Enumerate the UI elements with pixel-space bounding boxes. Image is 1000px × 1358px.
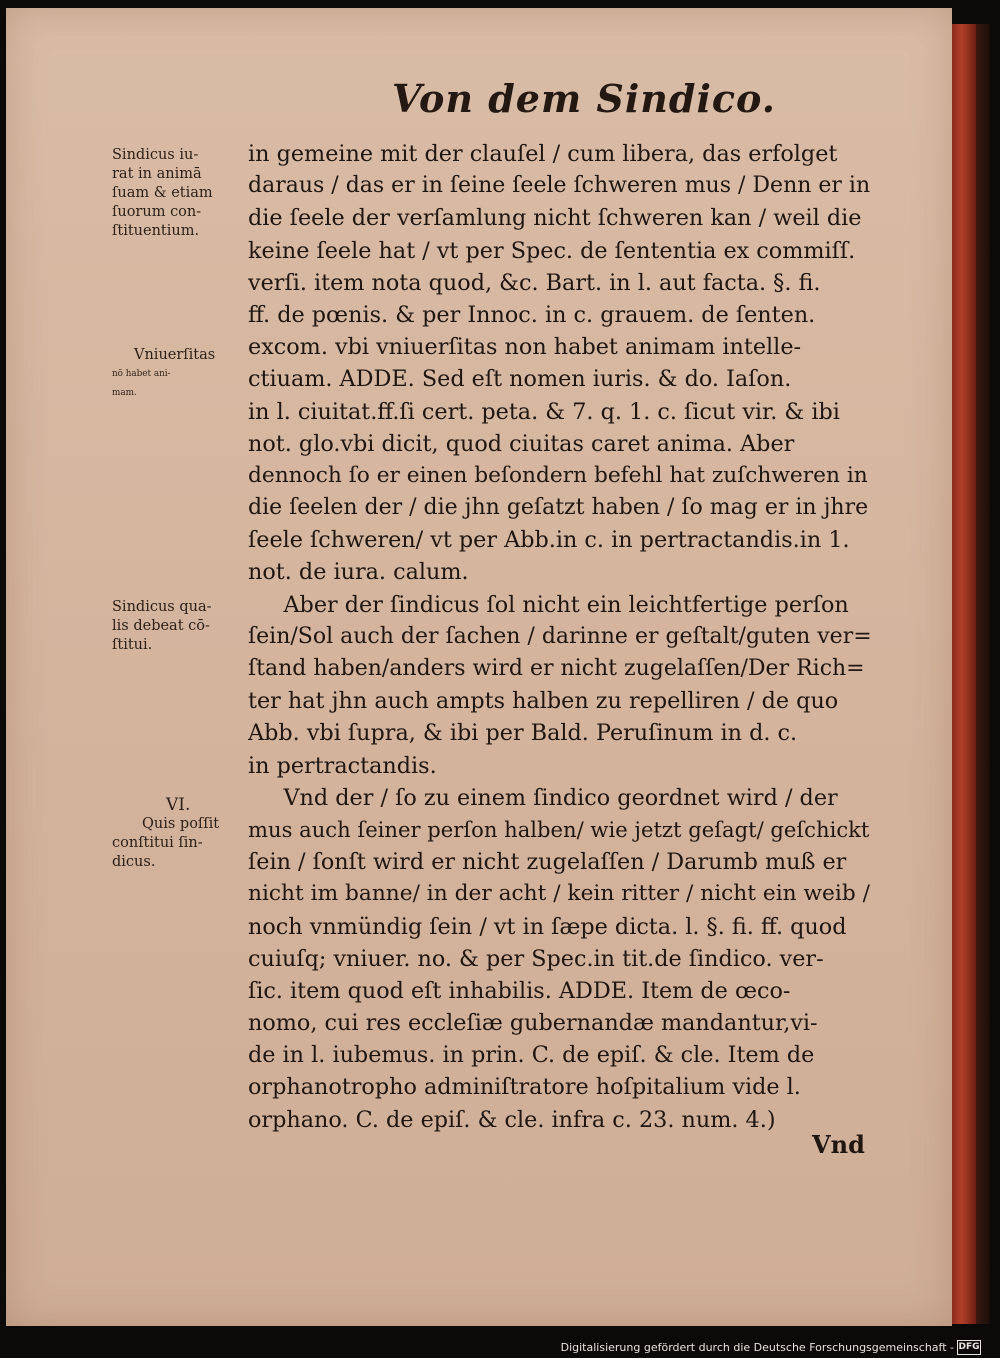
- text-line: orphano. C. de epiſ. & cle. infra c. 23. num. 4.): [248, 1106, 776, 1133]
- text-line: not. de iura. calum.: [248, 559, 469, 586]
- text-line: not. glo.vbi dicit, quod ciuitas caret anima. Aber: [248, 430, 795, 457]
- margin-note-line: Sindicus iu-: [112, 147, 199, 163]
- margin-note-line: VI.: [166, 795, 191, 815]
- text-line: nomo, cui res eccleſiæ gubernandæ mandantur,vi-: [248, 1010, 818, 1037]
- text-line: in pertractandis.: [248, 752, 437, 779]
- margin-note-line: mam.: [112, 388, 137, 398]
- margin-note-line: rat in animā: [112, 166, 202, 182]
- text-line: excom. vbi vniuerſitas non habet animam intelle-: [248, 334, 802, 361]
- text-line: orphanotropho adminiſtratore hoſpitalium vide l.: [248, 1074, 801, 1101]
- margin-note-line: lis debeat cō-: [112, 618, 210, 634]
- text-line: Aber der ſindicus ſol nicht ein leichtfertige perſon: [248, 591, 849, 618]
- margin-note-line: ſuam & etiam: [112, 185, 213, 201]
- text-line: nicht im banne/ in der acht / kein ritter / nicht ein weib /: [248, 881, 870, 907]
- text-line: mus auch ſeiner perſon halben/ wie jetzt geſagt/ geſchickt: [248, 816, 870, 842]
- text-line: ſtand haben/anders wird er nicht zugelaſſen/Der Rich=: [248, 656, 865, 681]
- catchword: Vnd: [812, 1130, 865, 1159]
- text-line: in gemeine mit der clauſel / cum libera, das erfolget: [248, 141, 838, 167]
- text-line: keine ſeele hat / vt per Spec. de ſententia ex commiſſ.: [248, 237, 856, 264]
- text-line: die ſeele der verſamlung nicht ſchweren kan / weil die: [248, 205, 862, 232]
- margin-note-4: [112, 796, 248, 872]
- dfg-logo-icon: DFG: [957, 1340, 981, 1355]
- margin-note-line: Vniuerſitas: [134, 347, 216, 363]
- funding-credit: Digitalisierung gefördert durch die Deutsche Forschungsgemeinschaft -: [560, 1341, 954, 1354]
- margin-note-line: ſtituentium.: [112, 223, 200, 239]
- text-line: Abb. vbi ſupra, & ibi per Bald. Peruſinum in d. c.: [248, 720, 798, 747]
- text-line: verſi. item nota quod, &c. Bart. in l. aut facta. §. fi.: [248, 269, 821, 296]
- margin-note-line: ſuorum con-: [112, 204, 202, 220]
- text-line: dennoch ſo er einen beſondern befehl hat zuſchweren in: [248, 462, 868, 488]
- margin-note-line: ſtitui.: [112, 637, 153, 653]
- text-line: ff. de pœnis. & per Innoc. in c. grauem. de ſenten.: [248, 301, 816, 328]
- margin-note-3: [112, 598, 248, 655]
- text-line: Vnd der / ſo zu einem ſindico geordnet wird / der: [248, 784, 838, 811]
- margin-note-line: Sindicus qua-: [112, 599, 212, 615]
- text-line: ſein/Sol auch der ſachen / darinne er geſtalt/guten ver=: [248, 623, 872, 649]
- book-edge: [952, 24, 976, 1324]
- text-line: ſein / ſonſt wird er nicht zugelaſſen / Darumb muß er: [248, 849, 847, 876]
- text-line: ter hat jhn auch ampts halben zu repelliren / de quo: [248, 688, 839, 715]
- text-line: de in l. iubemus. in prin. C. de epiſ. & cle. Item de: [248, 1042, 815, 1069]
- book-edge-shadow: [976, 24, 990, 1324]
- text-line: noch vnmündig ſein / vt in ſæpe dicta. l. §. fi. ff. quod: [248, 913, 847, 940]
- text-line: ſeele ſchweren/ vt per Abb.in c. in pertractandis.in 1.: [248, 527, 850, 554]
- running-header: Von dem Sindico.: [392, 76, 776, 121]
- main-text-block: [248, 138, 872, 1136]
- text-line: cuiuſq; vniuer. no. & per Spec.in tit.de ſindico. ver-: [248, 945, 824, 972]
- text-line: ſic. item quod eſt inhabilis. ADDE. Item de œco-: [248, 977, 791, 1004]
- margin-note-line: dicus.: [112, 854, 156, 870]
- text-line: die ſeelen der / die jhn geſatzt haben / ſo mag er in jhre: [248, 495, 869, 521]
- margin-note-line: Quis poſſit: [142, 816, 220, 832]
- margin-note-1: [112, 146, 248, 241]
- text-line: daraus / das er in ſeine ſeele ſchweren mus / Denn er in: [248, 173, 871, 199]
- text-line: in l. ciuitat.ff.ſi cert. peta. & 7. q. 1. c. ſicut vir. & ibi: [248, 398, 840, 425]
- margin-note-line: conſtitui ſin-: [112, 835, 203, 851]
- margin-note-line: nō habet ani-: [112, 369, 171, 379]
- text-line: ctiuam. ADDE. Sed eſt nomen iuris. & do. Iaſon.: [248, 366, 792, 393]
